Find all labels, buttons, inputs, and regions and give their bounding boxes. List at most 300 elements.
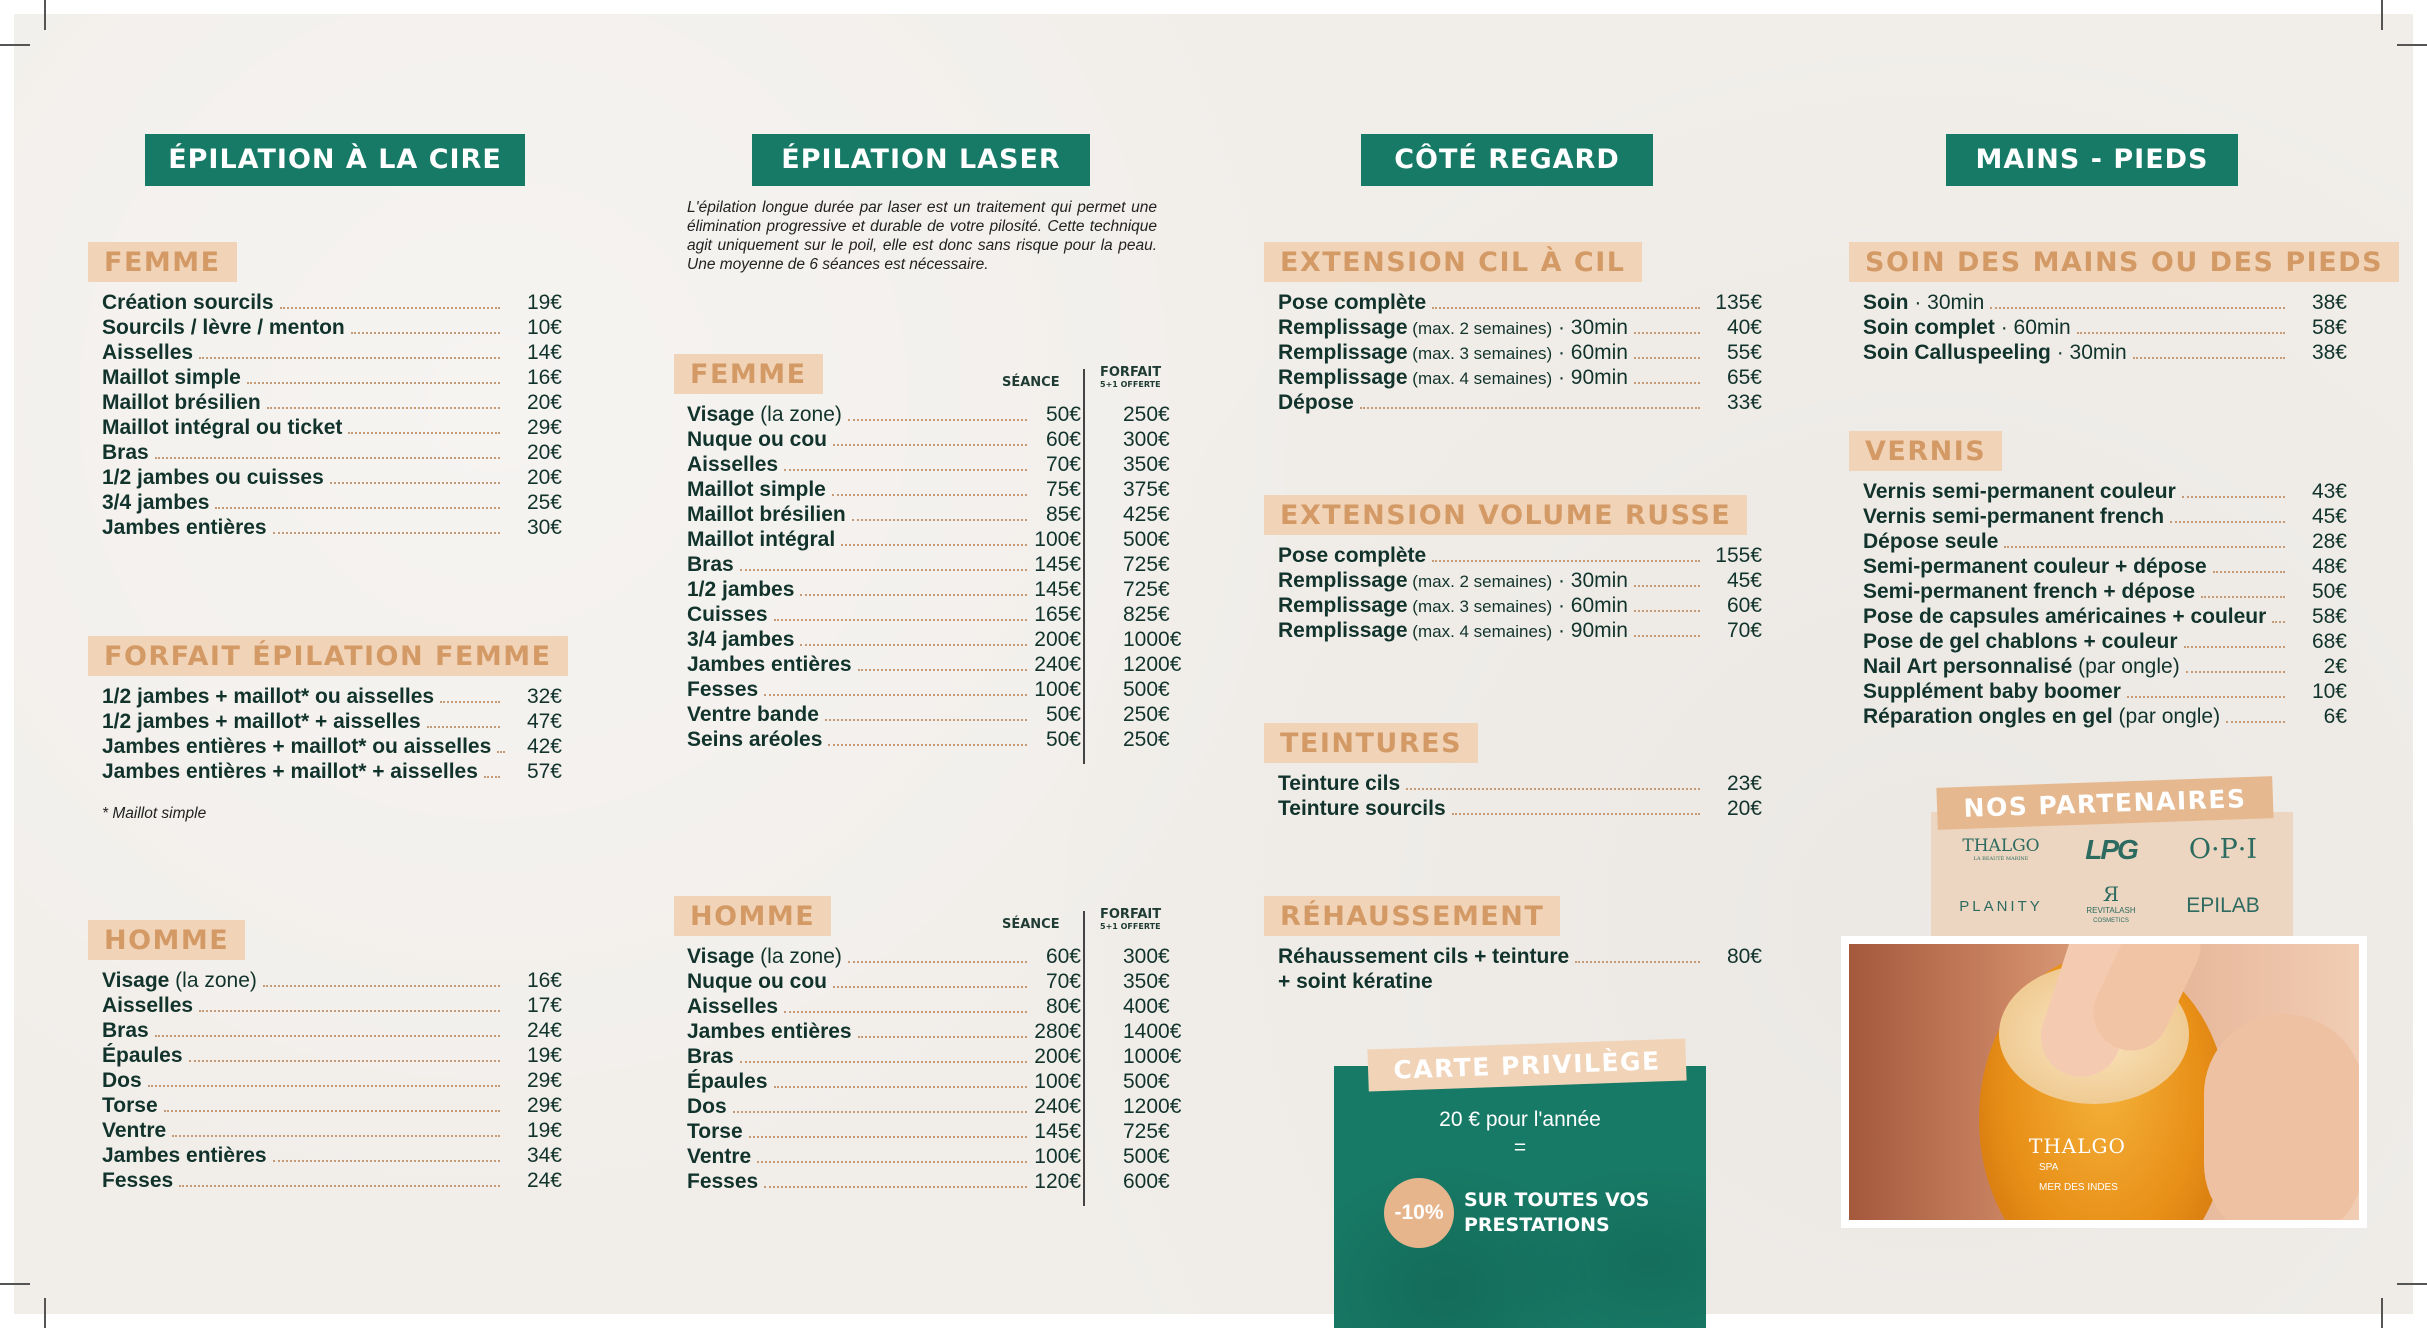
- price-row: [687, 652, 1187, 677]
- dot-leader: [800, 644, 1027, 646]
- service-name: 1/2 jambes ou cuisses: [102, 466, 324, 489]
- forfait-price: 350€: [1123, 970, 1170, 993]
- price-row: [102, 365, 562, 390]
- dot-leader: [852, 519, 1027, 521]
- dot-leader: [833, 986, 1027, 988]
- dot-leader: [2170, 521, 2285, 523]
- seance-price: 200€: [1034, 1045, 1081, 1068]
- service-price: 20€: [526, 466, 562, 489]
- seance-price: 120€: [1034, 1170, 1081, 1193]
- service-duration: (la zone): [754, 945, 842, 968]
- service-name: 1/2 jambes: [687, 578, 795, 601]
- seance-price: 60€: [1045, 428, 1081, 451]
- dot-leader: [1634, 635, 1700, 637]
- rehaussement-price: 80€: [1726, 945, 1762, 968]
- teintures-list: [1278, 771, 1762, 821]
- service-name: Visage: [687, 403, 755, 426]
- service-name: Pose complète: [1278, 544, 1427, 567]
- service-name: Jambes entières + maillot* + aisselles: [102, 760, 478, 783]
- price-row: [102, 1068, 562, 1093]
- dot-leader: [1575, 961, 1700, 963]
- price-row: [687, 677, 1187, 702]
- service-price: 29€: [526, 1094, 562, 1117]
- forfait-price: 600€: [1123, 1170, 1170, 1193]
- service-name: Dos: [687, 1095, 727, 1118]
- price-row: [102, 968, 562, 993]
- laser-femme-list: [687, 402, 1187, 752]
- service-price: 24€: [526, 1019, 562, 1042]
- service-name: Jambes entières + maillot* ou aisselles: [102, 735, 492, 758]
- price-row: [1863, 704, 2347, 729]
- volume-list: [1278, 543, 1762, 643]
- service-name: Jambes entières: [102, 1144, 267, 1167]
- service-name: Épaules: [687, 1070, 768, 1093]
- price-row: [687, 577, 1187, 602]
- laser-intro: L'épilation longue durée par laser est un traitement qui permet une élimination progressive et durable de votre pilosité. Cette technique agit uniquement sur le poil, elle est donc sans risque pour la peau. Une moyenne de 6 séances est nécessaire.: [687, 199, 1157, 273]
- service-name: Épaules: [102, 1044, 183, 1067]
- seance-price: 145€: [1034, 578, 1081, 601]
- price-row: [1863, 629, 2347, 654]
- service-name: Bras: [687, 1045, 734, 1068]
- rehaussement-title: RÉHAUSSEMENT: [1264, 896, 1560, 936]
- dot-leader: [1432, 307, 1700, 309]
- dot-leader: [497, 751, 505, 753]
- service-duration: · 30min: [2050, 341, 2127, 364]
- service-name: Maillot brésilien: [687, 503, 846, 526]
- dot-leader: [155, 457, 500, 459]
- service-duration: · 60min: [1552, 594, 1628, 617]
- forfait-price: 300€: [1123, 428, 1170, 451]
- dot-leader: [740, 569, 1027, 571]
- service-duration: (la zone): [754, 403, 842, 426]
- forfait-price: 500€: [1123, 1145, 1170, 1168]
- seance-price: 50€: [1045, 728, 1081, 751]
- price-row: [1278, 796, 1762, 821]
- service-name: Soin complet: [1863, 316, 1995, 339]
- service-price: 45€: [1726, 569, 1762, 592]
- dot-leader: [2077, 332, 2285, 334]
- forfait-price: 500€: [1123, 528, 1170, 551]
- price-row: [687, 477, 1187, 502]
- price-row: [102, 490, 562, 515]
- mains-pieds-title: MAINS - PIEDS: [1946, 134, 2238, 186]
- dot-leader: [2184, 646, 2285, 648]
- wax-forfait-title: FORFAIT ÉPILATION FEMME: [88, 636, 568, 676]
- service-name: Dépose seule: [1863, 530, 1999, 553]
- dot-leader: [1360, 407, 1700, 409]
- dot-leader: [832, 494, 1027, 496]
- dot-leader: [172, 1135, 500, 1137]
- price-row: [1278, 390, 1762, 415]
- wax-femme-list: [102, 290, 562, 540]
- dot-leader: [733, 1111, 1027, 1113]
- price-row: [1863, 554, 2347, 579]
- service-name: Soin: [1863, 291, 1909, 314]
- price-row: [102, 465, 562, 490]
- price-row: [1278, 365, 1762, 390]
- wax-forfait-note: * Maillot simple: [102, 805, 207, 822]
- service-price: 60€: [1726, 594, 1762, 617]
- dot-leader: [858, 1036, 1027, 1038]
- dot-leader: [155, 1035, 500, 1037]
- price-row: [102, 415, 562, 440]
- service-price: 16€: [526, 969, 562, 992]
- thalgo-logo: THALGO LA BEAUTÉ MARINE: [1962, 836, 2040, 862]
- rehaussement-line2: + soint kératine: [1278, 970, 1433, 993]
- price-row: [687, 1069, 1187, 1094]
- product-photo-image: [1849, 944, 2359, 1220]
- service-duration: (la zone): [169, 969, 257, 992]
- service-name: Réparation ongles en gel: [1863, 705, 2113, 728]
- seance-price: 145€: [1034, 553, 1081, 576]
- price-row: [102, 1018, 562, 1043]
- dot-leader: [348, 432, 500, 434]
- dot-leader: [330, 482, 500, 484]
- service-price: 28€: [2311, 530, 2347, 553]
- price-row: [102, 390, 562, 415]
- service-name: Aisselles: [687, 995, 779, 1018]
- seance-price: 50€: [1045, 403, 1081, 426]
- wax-homme-list: [102, 968, 562, 1193]
- dot-leader: [858, 669, 1027, 671]
- epilab-logo: EPILAB: [2186, 894, 2260, 917]
- service-name: Maillot intégral ou ticket: [102, 416, 343, 439]
- forfait-price: 1000€: [1123, 1045, 1182, 1068]
- seance-price: 75€: [1045, 478, 1081, 501]
- seance-price: 70€: [1045, 453, 1081, 476]
- service-price: 33€: [1726, 391, 1762, 414]
- carte-title: CARTE PRIVILÈGE: [1367, 1038, 1686, 1091]
- price-row: [687, 627, 1187, 652]
- service-price: 25€: [526, 491, 562, 514]
- jar-brand: THALGO: [2029, 1134, 2126, 1158]
- service-name: Seins aréoles: [687, 728, 823, 751]
- dot-leader: [833, 444, 1027, 446]
- price-row: [687, 427, 1187, 452]
- service-detail: (max. 3 semaines): [1407, 597, 1553, 616]
- service-name: Bras: [102, 441, 149, 464]
- service-price: 19€: [526, 1044, 562, 1067]
- seance-price: 70€: [1045, 970, 1081, 993]
- laser-title: ÉPILATION LASER: [752, 134, 1090, 186]
- price-row: [687, 502, 1187, 527]
- service-price: 10€: [526, 316, 562, 339]
- dot-leader: [740, 1061, 1027, 1063]
- price-row: [687, 1119, 1187, 1144]
- price-row: [102, 340, 562, 365]
- soin-title: SOIN DES MAINS OU DES PIEDS: [1849, 242, 2399, 282]
- service-price: 23€: [1726, 772, 1762, 795]
- service-name: Remplissage: [1278, 619, 1408, 642]
- forfait-price: 500€: [1123, 1070, 1170, 1093]
- service-price: 34€: [526, 1144, 562, 1167]
- seance-price: 145€: [1034, 1120, 1081, 1143]
- crop-mark: [2397, 44, 2427, 46]
- price-row: [687, 1044, 1187, 1069]
- service-name: Remplissage: [1278, 569, 1408, 592]
- service-price: 20€: [526, 441, 562, 464]
- price-row: [102, 1093, 562, 1118]
- price-row: [102, 684, 562, 709]
- service-duration: (par ongle): [2112, 705, 2221, 728]
- service-name: 1/2 jambes + maillot* + aisselles: [102, 710, 421, 733]
- service-name: Aisselles: [102, 341, 194, 364]
- service-duration: · 30min: [1908, 291, 1985, 314]
- service-name: Jambes entières: [687, 653, 852, 676]
- service-name: Semi-permanent couleur + dépose: [1863, 555, 2207, 578]
- laser-homme-forfait-sub: 5+1 OFFERTE: [1100, 922, 1161, 931]
- service-price: 58€: [2311, 605, 2347, 628]
- carte-price: 20 € pour l'année: [1439, 1108, 1601, 1131]
- dot-leader: [757, 1161, 1027, 1163]
- dot-leader: [1990, 307, 2285, 309]
- service-name: Aisselles: [102, 994, 194, 1017]
- service-price: 58€: [2311, 316, 2347, 339]
- dot-leader: [2127, 696, 2285, 698]
- seance-price: 100€: [1034, 1145, 1081, 1168]
- price-row: [1278, 543, 1762, 568]
- price-row: [1278, 290, 1762, 315]
- dot-leader: [1634, 585, 1700, 587]
- service-price: 70€: [1726, 619, 1762, 642]
- service-name: Fesses: [687, 678, 759, 701]
- laser-homme-list: [687, 944, 1187, 1194]
- price-row: [1278, 340, 1762, 365]
- laser-femme-forfait-header: FORFAIT: [1100, 365, 1162, 380]
- forfait-price: 500€: [1123, 678, 1170, 701]
- price-menu-page: [14, 14, 2413, 1314]
- dot-leader: [774, 619, 1027, 621]
- seance-price: 100€: [1034, 528, 1081, 551]
- service-price: 2€: [2323, 655, 2347, 678]
- dot-leader: [749, 1136, 1027, 1138]
- forfait-price: 1000€: [1123, 628, 1182, 651]
- dot-leader: [1432, 560, 1700, 562]
- price-row: [102, 759, 562, 784]
- service-name: Jambes entières: [687, 1020, 852, 1043]
- product-photo: [1841, 936, 2367, 1228]
- service-price: 19€: [526, 291, 562, 314]
- price-row: [1863, 604, 2347, 629]
- service-name: Cuisses: [687, 603, 768, 626]
- price-row: [102, 1118, 562, 1143]
- price-row: [1863, 290, 2347, 315]
- price-row: [687, 452, 1187, 477]
- service-name: Ventre: [102, 1119, 167, 1142]
- price-row: [102, 1143, 562, 1168]
- dot-leader: [1634, 382, 1700, 384]
- soin-list: [1863, 290, 2347, 365]
- dot-leader: [273, 532, 500, 534]
- service-name: Pose de capsules américaines + couleur: [1863, 605, 2267, 628]
- service-price: 40€: [1726, 316, 1762, 339]
- carte-equals: =: [1513, 1136, 1527, 1159]
- service-price: 65€: [1726, 366, 1762, 389]
- forfait-price: 250€: [1123, 703, 1170, 726]
- forfait-price: 250€: [1123, 403, 1170, 426]
- seance-price: 165€: [1034, 603, 1081, 626]
- price-row: [102, 709, 562, 734]
- service-name: Bras: [687, 553, 734, 576]
- jar-brand-sub: SPA: [2039, 1162, 2059, 1173]
- dot-leader: [2133, 357, 2285, 359]
- price-row: [1863, 315, 2347, 340]
- service-name: Maillot intégral: [687, 528, 836, 551]
- service-price: 57€: [526, 760, 562, 783]
- service-price: 20€: [1726, 797, 1762, 820]
- price-row: [1863, 340, 2347, 365]
- seance-price: 50€: [1045, 703, 1081, 726]
- service-duration: (par ongle): [2072, 655, 2180, 678]
- service-name: Dos: [102, 1069, 142, 1092]
- price-row: [1863, 479, 2347, 504]
- service-price: 155€: [1715, 544, 1762, 567]
- price-row: [1278, 568, 1762, 593]
- price-row: [687, 552, 1187, 577]
- crop-mark: [0, 44, 30, 46]
- service-price: 47€: [526, 710, 562, 733]
- crop-mark: [44, 1298, 46, 1328]
- cil-title: EXTENSION CIL À CIL: [1264, 242, 1642, 282]
- service-duration: · 60min: [1994, 316, 2071, 339]
- service-price: 6€: [2323, 705, 2347, 728]
- service-price: 20€: [526, 391, 562, 414]
- price-row: [687, 402, 1187, 427]
- service-name: Semi-permanent french + dépose: [1863, 580, 2196, 603]
- rehaussement-list: [1278, 944, 1762, 994]
- price-row: [687, 602, 1187, 627]
- service-detail: (max. 2 semaines): [1407, 319, 1553, 338]
- service-price: 38€: [2311, 341, 2347, 364]
- dot-leader: [189, 1060, 500, 1062]
- dot-leader: [199, 357, 500, 359]
- price-row: [102, 1168, 562, 1193]
- price-row: [687, 527, 1187, 552]
- forfait-price: 300€: [1123, 945, 1170, 968]
- dot-leader: [484, 776, 500, 778]
- service-name: Soin Calluspeeling: [1863, 341, 2051, 364]
- service-price: 29€: [526, 1069, 562, 1092]
- service-price: 45€: [2311, 505, 2347, 528]
- dot-leader: [784, 469, 1027, 471]
- service-name: Teinture sourcils: [1278, 797, 1446, 820]
- price-row: [102, 315, 562, 340]
- service-price: 24€: [526, 1169, 562, 1192]
- service-price: 30€: [526, 516, 562, 539]
- vernis-list: [1863, 479, 2347, 729]
- price-row: [687, 969, 1187, 994]
- service-price: 43€: [2311, 480, 2347, 503]
- dot-leader: [215, 507, 500, 509]
- service-name: Maillot simple: [687, 478, 826, 501]
- dot-leader: [1634, 332, 1700, 334]
- seance-price: 85€: [1045, 503, 1081, 526]
- forfait-price: 725€: [1123, 553, 1170, 576]
- dot-leader: [280, 307, 500, 309]
- service-name: Torse: [102, 1094, 158, 1117]
- forfait-price: 825€: [1123, 603, 1170, 626]
- service-name: Aisselles: [687, 453, 779, 476]
- dot-leader: [2186, 671, 2285, 673]
- service-name: Fesses: [102, 1169, 174, 1192]
- dot-leader: [267, 407, 500, 409]
- forfait-price: 1400€: [1123, 1020, 1182, 1043]
- service-name: Supplément baby boomer: [1863, 680, 2121, 703]
- laser-homme-seance-header: SÉANCE: [1002, 917, 1060, 932]
- price-row: [1863, 654, 2347, 679]
- dot-leader: [848, 419, 1027, 421]
- service-detail: (max. 3 semaines): [1407, 344, 1553, 363]
- wax-femme-title: FEMME: [88, 242, 237, 282]
- service-detail: (max. 4 semaines): [1407, 369, 1553, 388]
- seance-price: 200€: [1034, 628, 1081, 651]
- dot-leader: [440, 701, 500, 703]
- price-row: [102, 1043, 562, 1068]
- price-row: [1863, 579, 2347, 604]
- service-name: Bras: [102, 1019, 149, 1042]
- dot-leader: [351, 332, 500, 334]
- partners-title: NOS PARTENAIRES: [1936, 776, 2273, 830]
- service-name: Nuque ou cou: [687, 428, 827, 451]
- seance-price: 100€: [1034, 1070, 1081, 1093]
- service-duration: · 90min: [1552, 619, 1628, 642]
- service-price: 38€: [2311, 291, 2347, 314]
- service-price: 10€: [2311, 680, 2347, 703]
- dot-leader: [2213, 571, 2285, 573]
- dot-leader: [2201, 596, 2285, 598]
- teintures-title: TEINTURES: [1264, 723, 1478, 763]
- forfait-price: 1200€: [1123, 1095, 1182, 1118]
- dot-leader: [1634, 357, 1700, 359]
- service-name: Nuque ou cou: [687, 970, 827, 993]
- dot-leader: [1406, 788, 1700, 790]
- seance-price: 80€: [1045, 995, 1081, 1018]
- seance-price: 280€: [1034, 1020, 1081, 1043]
- service-price: 135€: [1715, 291, 1762, 314]
- wax-homme-title: HOMME: [88, 920, 245, 960]
- price-row: [102, 290, 562, 315]
- vernis-title: VERNIS: [1849, 431, 2002, 471]
- dot-leader: [263, 985, 500, 987]
- dot-leader: [1634, 610, 1700, 612]
- service-detail: (max. 4 semaines): [1407, 622, 1553, 641]
- volume-title: EXTENSION VOLUME RUSSE: [1264, 495, 1747, 535]
- laser-femme-forfait-sub: 5+1 OFFERTE: [1100, 380, 1161, 389]
- price-row: [687, 727, 1187, 752]
- laser-femme-seance-header: SÉANCE: [1002, 375, 1060, 390]
- service-name: Pose complète: [1278, 291, 1427, 314]
- dot-leader: [2226, 721, 2285, 723]
- hand-shape: [2204, 1014, 2359, 1220]
- forfait-price: 350€: [1123, 453, 1170, 476]
- dot-leader: [764, 694, 1027, 696]
- service-name: Torse: [687, 1120, 743, 1143]
- forfait-price: 725€: [1123, 578, 1170, 601]
- service-name: Pose de gel chablons + couleur: [1863, 630, 2178, 653]
- dot-leader: [2272, 621, 2285, 623]
- dot-leader: [800, 594, 1027, 596]
- price-row: [102, 440, 562, 465]
- price-row: [102, 515, 562, 540]
- service-name: Teinture cils: [1278, 772, 1401, 795]
- service-price: 19€: [526, 1119, 562, 1142]
- laser-homme-forfait-header: FORFAIT: [1100, 907, 1162, 922]
- seance-price: 100€: [1034, 678, 1081, 701]
- price-row: [687, 1094, 1187, 1119]
- dot-leader: [1452, 813, 1700, 815]
- dot-leader: [764, 1186, 1027, 1188]
- dot-leader: [841, 544, 1027, 546]
